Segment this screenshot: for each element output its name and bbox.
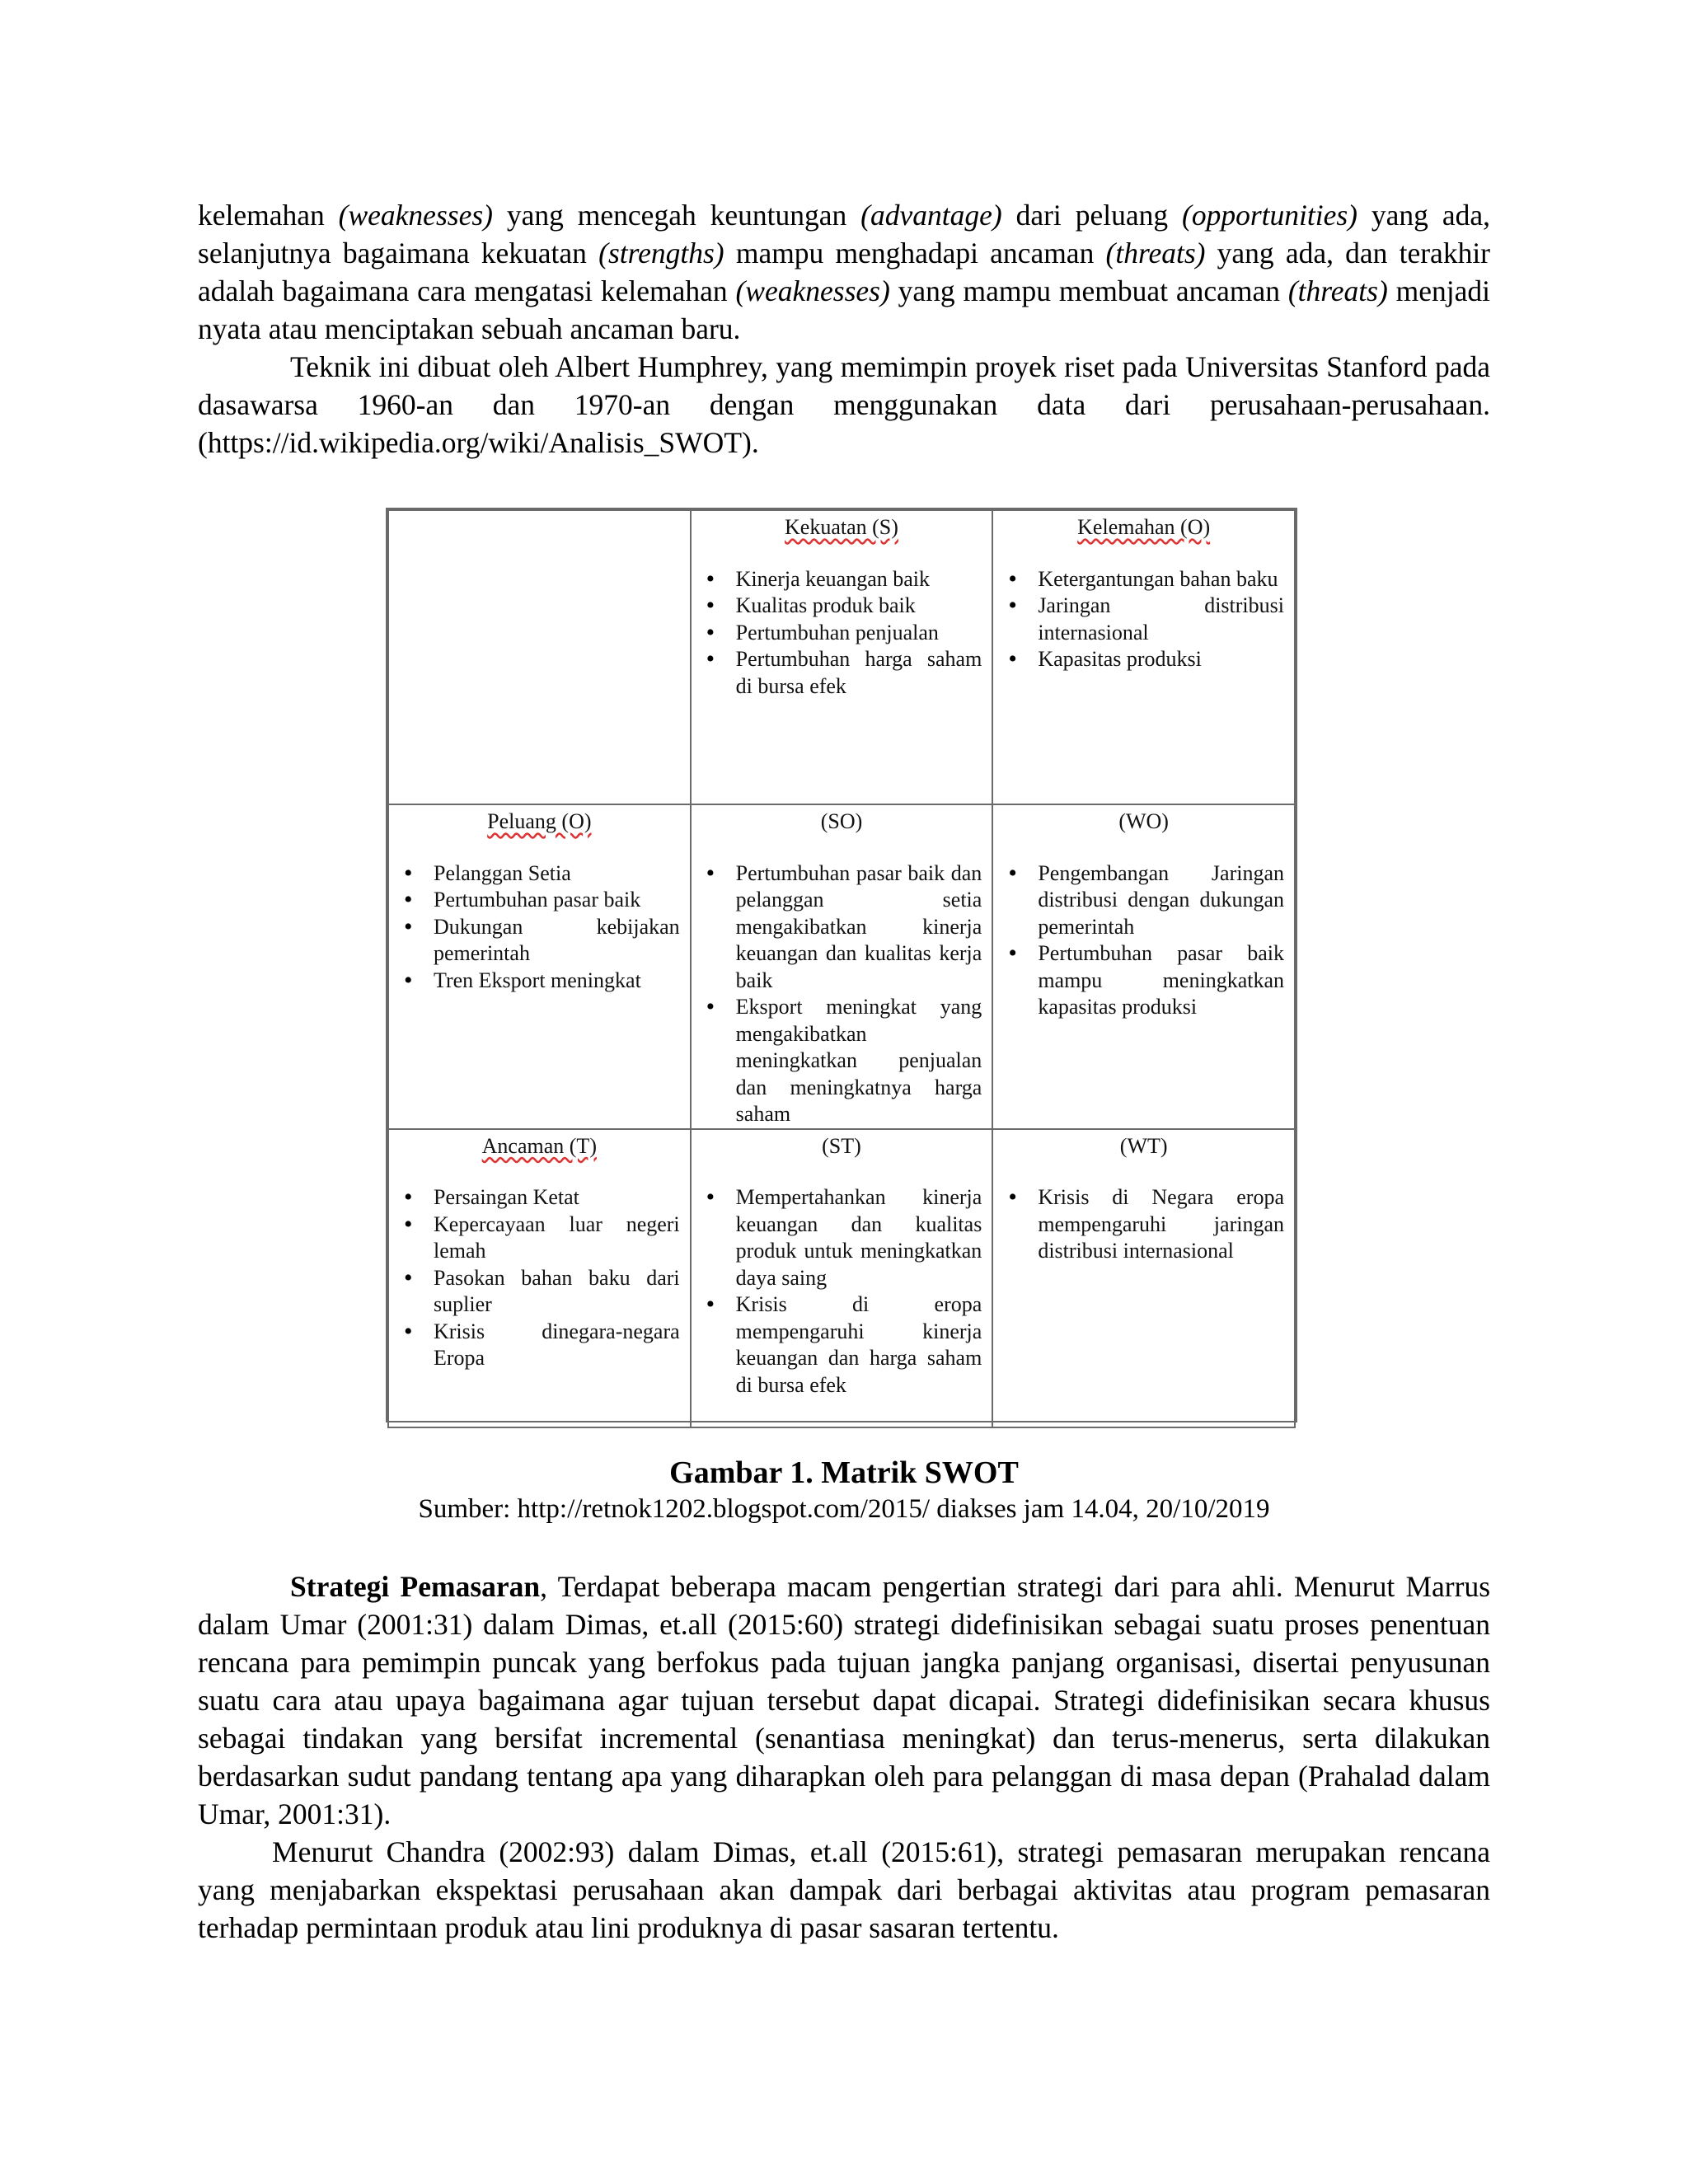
list-item: • Jaringan distribusi internasional [1038, 593, 1284, 646]
swot-row-threats [388, 1129, 1295, 1427]
list-item: • Pertumbuhan pasar baik mampu meningkatkan kapasitas produksi [1038, 940, 1284, 1021]
cell-heading: Kekuatan (S) [785, 515, 898, 539]
cell-heading: (ST) [822, 1133, 861, 1158]
list-item: • Kualitas produk baik [736, 593, 982, 620]
list-item: • Dukungan kebijakan pemerintah [434, 914, 680, 968]
cell-list [692, 566, 992, 701]
list-item: • Mempertahankan kinerja keuangan dan kualitas produk untuk meningkatkan daya saing [736, 1184, 982, 1291]
swot-cell-kekuatan [691, 510, 993, 804]
cell-list [692, 1184, 992, 1399]
swot-cell-wo [992, 804, 1295, 1129]
list-item: • Kepercayaan luar negeri lemah [434, 1212, 680, 1265]
cell-list [993, 1184, 1294, 1265]
list-item: • Ketergantungan bahan baku [1038, 566, 1284, 593]
cell-list [389, 1184, 690, 1372]
swot-cell-ancaman [388, 1129, 691, 1427]
swot-row-header [388, 510, 1295, 804]
cell-list [993, 566, 1294, 673]
paragraph-swot-explanation: kelemahan (weaknesses) yang mencegah keuntungan (advantage) dari peluang (opportunities) yang ada, selanjutnya bagaimana kekuatan (strengths) mampu menghadapi ancaman (threats) yang ada, dan terakhir adalah bagaimana cara mengatasi kelemahan (weaknesses) yang mampu membuat ancaman (threats) menjadi nyata atau menciptakan sebuah ancaman baru. [198, 199, 1491, 345]
list-item: • Pengembangan Jaringan distribusi dengan dukungan pemerintah [1038, 860, 1284, 941]
list-item: • Krisis di Negara eropa mempengaruhi jaringan distribusi internasional [1038, 1184, 1284, 1265]
list-item: • Eksport meningkat yang mengakibatkan meningkatkan penjualan dan meningkatnya harga saham [736, 994, 982, 1128]
swot-table [387, 509, 1296, 1428]
list-item: • Pelanggan Setia [434, 860, 680, 888]
list-item: • Pertumbuhan pasar baik [434, 887, 680, 914]
swot-matrix [386, 508, 1297, 1422]
cell-list [993, 860, 1294, 1021]
figure-caption-title: Gambar 1. Matrik SWOT [669, 1455, 1019, 1490]
list-item: • Tren Eksport meningkat [434, 968, 680, 995]
paragraph-swot-origin: Teknik ini dibuat oleh Albert Humphrey, yang memimpin proyek riset pada Universitas Stanford pada dasawarsa 1960-an dan 1970-an dengan menggunakan data dari perusahaan-perusahaan. (https://id.wikipedia.org/wiki/Analisis_SWOT). [198, 350, 1490, 459]
list-item: • Pertumbuhan harga saham di bursa efek [736, 646, 982, 700]
swot-cell-peluang [388, 804, 691, 1129]
list-item: • Pasokan bahan baku dari suplier [434, 1265, 680, 1319]
list-item: • Krisis di eropa mempengaruhi kinerja keuangan dan harga saham di bursa efek [736, 1291, 982, 1399]
list-item: • Krisis dinegara-negara Eropa [434, 1319, 680, 1372]
swot-cell-empty [388, 510, 691, 804]
cell-heading: Peluang (O) [487, 809, 592, 833]
figure-caption-source: Sumber: http://retnok1202.blogspot.com/2015/ diakses jam 14.04, 20/10/2019 [418, 1494, 1270, 1524]
list-item: • Pertumbuhan pasar baik dan pelanggan setia mengakibatkan kinerja keuangan dan kualitas kerja baik [736, 860, 982, 995]
swot-row-opportunities [388, 804, 1295, 1129]
cell-list [692, 860, 992, 1128]
body-text-top [198, 196, 1490, 462]
swot-cell-so [691, 804, 993, 1129]
cell-heading: (WO) [1118, 809, 1169, 833]
list-item: • Kinerja keuangan baik [736, 566, 982, 593]
paragraph-strategi-pemasaran: Strategi Pemasaran, Terdapat beberapa macam pengertian strategi dari para ahli. Menurut Marrus dalam Umar (2001:31) dalam Dimas, et.all (2015:60) strategi didefinisikan sebagai suatu proses penentuan rencana para pemimpin puncak yang berfokus pada tujuan jangka panjang organisasi, disertai penyusunan suatu cara atau upaya bagaimana agar tujuan tersebut dapat dicapai. Strategi didefinisikan secara khusus sebagai tindakan yang bersifat incremental (senantiasa meningkat) dan terus-menerus, serta dilakukan berdasarkan sudut pandang tentang apa yang diharapkan oleh para pelanggan di masa depan (Prahalad dalam Umar, 2001:31). [198, 1570, 1491, 1830]
cell-heading: Ancaman (T) [481, 1133, 597, 1158]
paragraph-chandra: Menurut Chandra (2002:93) dalam Dimas, et.all (2015:61), strategi pemasaran merupakan rencana yang menjabarkan ekspektasi perusahaan akan dampak dari berbagai aktivitas atau program pemasaran terhadap permintaan produk atau lini produknya di pasar sasaran tertentu. [198, 1835, 1490, 1944]
body-text-bottom [198, 1568, 1490, 1947]
cell-heading: (SO) [820, 809, 863, 833]
cell-heading: Kelemahan (O) [1077, 515, 1211, 539]
swot-cell-wt [992, 1129, 1295, 1427]
list-item: • Pertumbuhan penjualan [736, 620, 982, 647]
list-item: • Kapasitas produksi [1038, 646, 1284, 673]
cell-list [389, 860, 690, 995]
list-item: • Persaingan Ketat [434, 1184, 680, 1212]
cell-heading: (WT) [1119, 1133, 1168, 1158]
swot-cell-kelemahan [992, 510, 1295, 804]
swot-cell-st [691, 1129, 993, 1427]
